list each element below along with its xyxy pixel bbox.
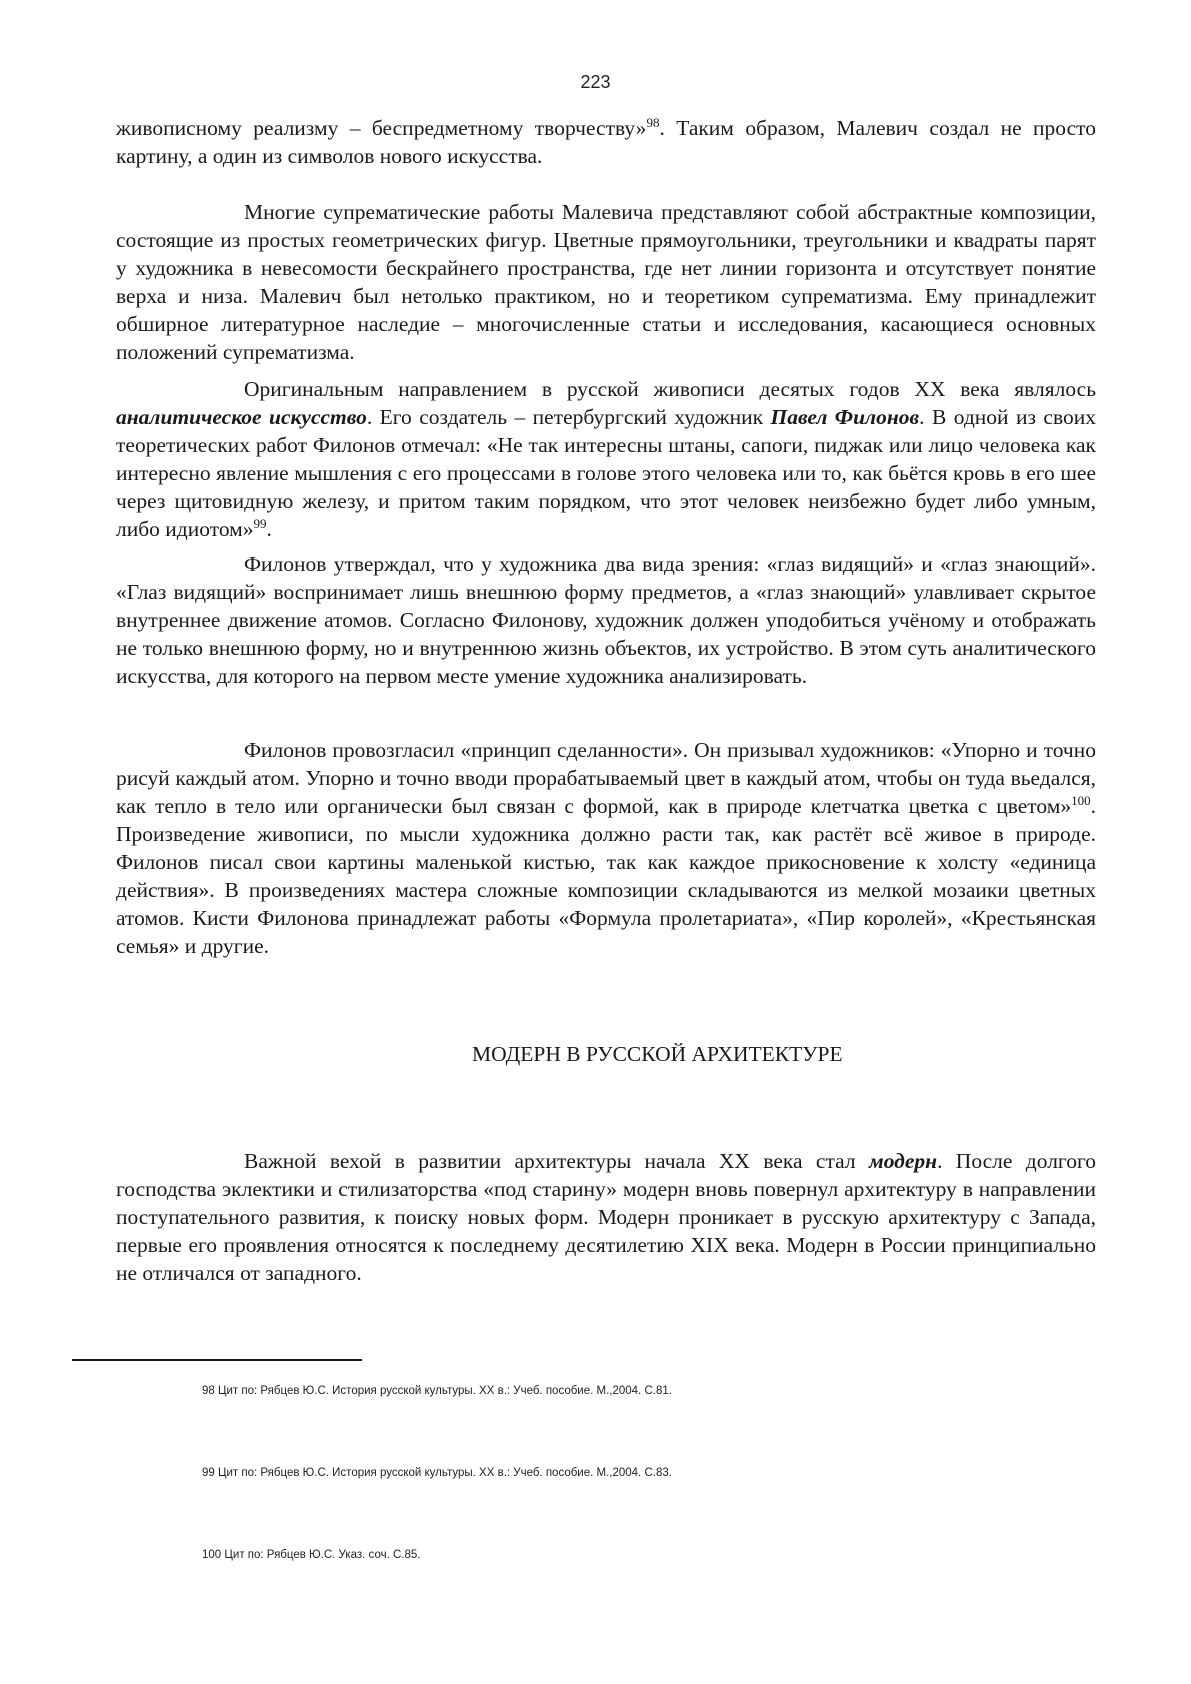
paragraph-text: Филонов провозгласил «принцип сделанности». Он призывал художников: «Упорно и точно рисуй каждый атом. Упорно и точно вводи прорабатываемый цвет в каждый атом, чтобы он туда вьедался, как тепло в тело или органически был связан с формой, как в природе клетчатка цветка с цветом» bbox=[116, 738, 1096, 818]
page-number: 223 bbox=[580, 72, 611, 92]
footnote-ref-99[interactable]: 99 bbox=[253, 515, 267, 531]
paragraph-text: Филонов утверждал, что у художника два вида зрения: «глаз видящий» и «глаз знающий». «Глаз видящий» воспринимает лишь внешнюю форму предметов, а «глаз знающий» улавливает скрытое внутреннее движение атомов. Согласно Филонову, художник должен уподобиться учёному и отображать не только внешнюю форму, но и внутреннюю жизнь объектов, их устройство. В этом суть аналитического искусства, для которого на первом месте умение художника анализировать. bbox=[116, 552, 1096, 688]
paragraph-text: . Его создатель – петербургский художник bbox=[366, 405, 771, 429]
paragraph-malevich-conclusion bbox=[116, 114, 1096, 170]
term-analytical-art: аналитическое искусство bbox=[116, 405, 367, 429]
paragraph-suprematism bbox=[116, 198, 1096, 366]
paragraph-text: . После долгого господства эклектики и стилизаторства «под старину» модерн вновь повернул архитектуру в направлении поступательного развития, к поиску новых форм. Модерн проникает в русскую архитектуру с Запада, первые его проявления относятся к последнему десятилетию XIX века. Модерн в России принципиально не отличался от западного. bbox=[116, 1149, 1097, 1285]
section-heading: МОДЕРН В РУССКОЙ АРХИТЕКТУРЕ bbox=[472, 1042, 843, 1066]
paragraph-text: Многие супрематические работы Малевича представляют собой абстрактные композиции, состоящие из простых геометрических фигур. Цветные прямоугольники, треугольники и квадраты парят у художника в невесомости бескрайнего пространства, где нет линии горизонта и отсутствует понятие верха и низа. Малевич был нетолько практиком, но и теоретиком супрематизма. Ему принадлежит обширное литературное наследие – многочисленные статьи и исследования, касающиеся основных положений супрематизма. bbox=[116, 200, 1096, 364]
paragraph-analytical-art bbox=[116, 375, 1096, 543]
paragraph-modern-architecture bbox=[116, 1147, 1096, 1287]
footnote-98: 98 Цит по: Рябцев Ю.С. История русской культуры. XX в.: Учеб. пособие. М.,2004. С.81. bbox=[202, 1385, 672, 1397]
term-pavel-filonov: Павел Филонов bbox=[770, 405, 920, 429]
paragraph-principle-of-madeness bbox=[116, 736, 1096, 960]
paragraph-text: Важной вехой в развитии архитектуры начала XX века стал bbox=[244, 1149, 869, 1173]
footnote-100: 100 Цит по: Рябцев Ю.С. Указ. соч. С.85. bbox=[202, 1549, 421, 1561]
paragraph-text: Оригинальным направлением в русской живописи десятых годов XX века являлось bbox=[244, 377, 1096, 401]
paragraph-text: . В одной из своих теоретических работ Филонов отмечал: «Не так интересны штаны, сапоги, пиджак или лицо человека как интересно явление мышления с его процессами в голове этого человека или то, как бьётся кровь в его шее через щитовидную железу, и притом таким порядком, что этот человек неизбежно будет либо умным, либо идиотом» bbox=[116, 405, 1096, 541]
paragraph-text: . Таким образом, Малевич создал не просто картину, а один из символов нового искусства. bbox=[116, 116, 1096, 168]
footnote-99: 99 Цит по: Рябцев Ю.С. История русской культуры. XX в.: Учеб. пособие. М.,2004. С.83. bbox=[202, 1467, 672, 1479]
footnote-separator bbox=[72, 1359, 362, 1361]
term-modern: модерн bbox=[868, 1149, 938, 1173]
paragraph-text: . bbox=[266, 517, 272, 541]
paragraph-text: живописному реализму – беспредметному творчеству» bbox=[116, 116, 647, 140]
paragraph-two-kinds-of-vision bbox=[116, 550, 1096, 690]
paragraph-text: . Произведение живописи, по мысли художника должно расти так, как растёт всё живое в природе. Филонов писал свои картины маленькой кистью, так как каждое прикосновение к холсту «единица действия». В произведениях мастера сложные композиции складываются из мелкой мозаики цветных атомов. Кисти Филонова принадлежат работы «Формула пролетариата», «Пир королей», «Крестьянская семья» и другие. bbox=[116, 794, 1096, 958]
footnote-ref-98[interactable]: 98 bbox=[646, 114, 660, 130]
footnote-ref-100[interactable]: 100 bbox=[1071, 792, 1091, 808]
